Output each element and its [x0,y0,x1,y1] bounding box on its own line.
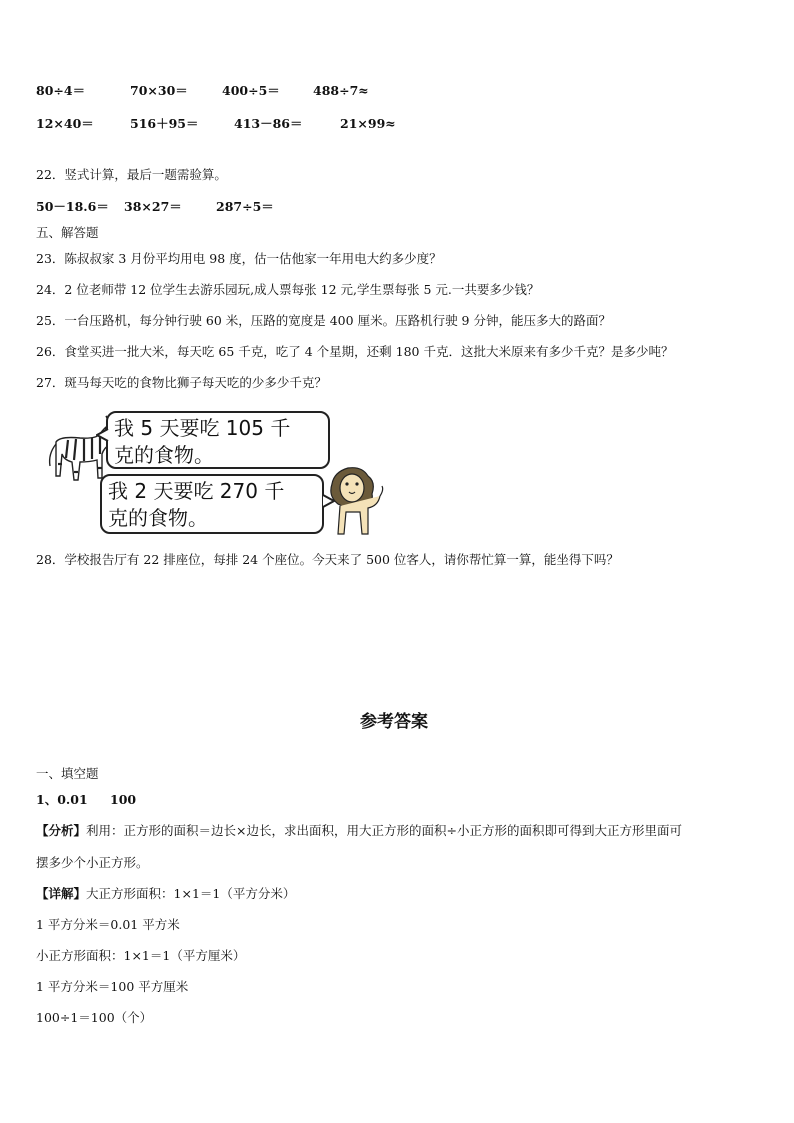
q23: 23．陈叔叔家 3 月份平均用电 98 度，估一估他家一年用电大约多少度？ [36,251,442,266]
q24: 24．2 位老师带 12 位学生去游乐园玩,成人票每张 12 元,学生票每张 5 元.一共要多少钱？ [36,282,540,297]
q22-item3: 287÷5＝ [216,199,274,214]
oral-row2-item1: 12×40＝ [36,116,94,131]
detail-line5: 100÷1＝100（个） [36,1010,153,1025]
oral-row1-item1: 80÷4＝ [36,83,86,98]
oral-row1-item2: 70×30＝ [130,83,188,98]
analysis-line1 [36,823,682,839]
q22-item2: 38×27＝ [124,199,182,214]
detail-line2: 1 平方分米＝0.01 平方米 [36,917,180,932]
lion-bubble-line1: 我 2 天要吃 270 千 [108,479,285,503]
lion-speech-bubble [100,474,324,534]
answers-section1: 一、填空题 [36,766,99,781]
zebra-bubble-tail [96,428,110,442]
q22-item1: 50－18.6＝ [36,199,109,214]
q27: 27．斑马每天吃的食物比狮子每天吃的少多少千克？ [36,375,327,390]
oral-row1-item4: 488÷7≈ [313,83,369,98]
section5-heading: 五、解答题 [36,225,99,240]
q25: 25．一台压路机，每分钟行驶 60 米，压路的宽度是 400 厘米。压路机行驶 9 分钟，能压多大的路面？ [36,313,611,328]
q26: 26．食堂买进一批大米，每天吃 65 千克，吃了 4 个星期，还剩 180 千克．这批大米原来有多少千克？是多少吨？ [36,344,674,359]
zebra-bubble-line1: 我 5 天要吃 105 千 [114,416,291,440]
oral-row2-item3: 413－86＝ [234,116,303,131]
lion-illustration [318,466,388,540]
detail-line1 [36,886,295,902]
analysis-tag: 【分析】 [36,823,87,838]
oral-row1-item3: 400÷5＝ [222,83,280,98]
lion-bubble-line2: 克的食物。 [108,506,208,530]
analysis-line2: 摆多少个小正方形。 [36,855,149,870]
answer1-value2: 100 [110,792,137,807]
answers-title: 参考答案 [360,712,428,732]
zebra-bubble-line2: 克的食物。 [114,443,214,467]
q22-label: 22．竖式计算，最后一题需验算。 [36,167,227,182]
q28: 28．学校报告厅有 22 排座位，每排 24 个座位。今天来了 500 位客人，请你帮忙算一算，能坐得下吗？ [36,552,619,567]
analysis-text: 利用：正方形的面积＝边长×边长，求出面积，用大正方形的面积÷小正方形的面积即可得到大正方形里面可 [86,823,682,838]
detail-line4: 1 平方分米＝100 平方厘米 [36,979,189,994]
zebra-speech-bubble [106,411,330,469]
detail-text: 大正方形面积：1×1＝1（平方分米） [86,886,296,901]
oral-row2-item4: 21×99≈ [340,116,396,131]
detail-line3: 小正方形面积：1×1＝1（平方厘米） [36,948,246,963]
detail-tag: 【详解】 [36,886,87,901]
answer1-value1: 1、0.01 [36,792,88,807]
oral-row2-item2: 516＋95＝ [130,116,199,131]
